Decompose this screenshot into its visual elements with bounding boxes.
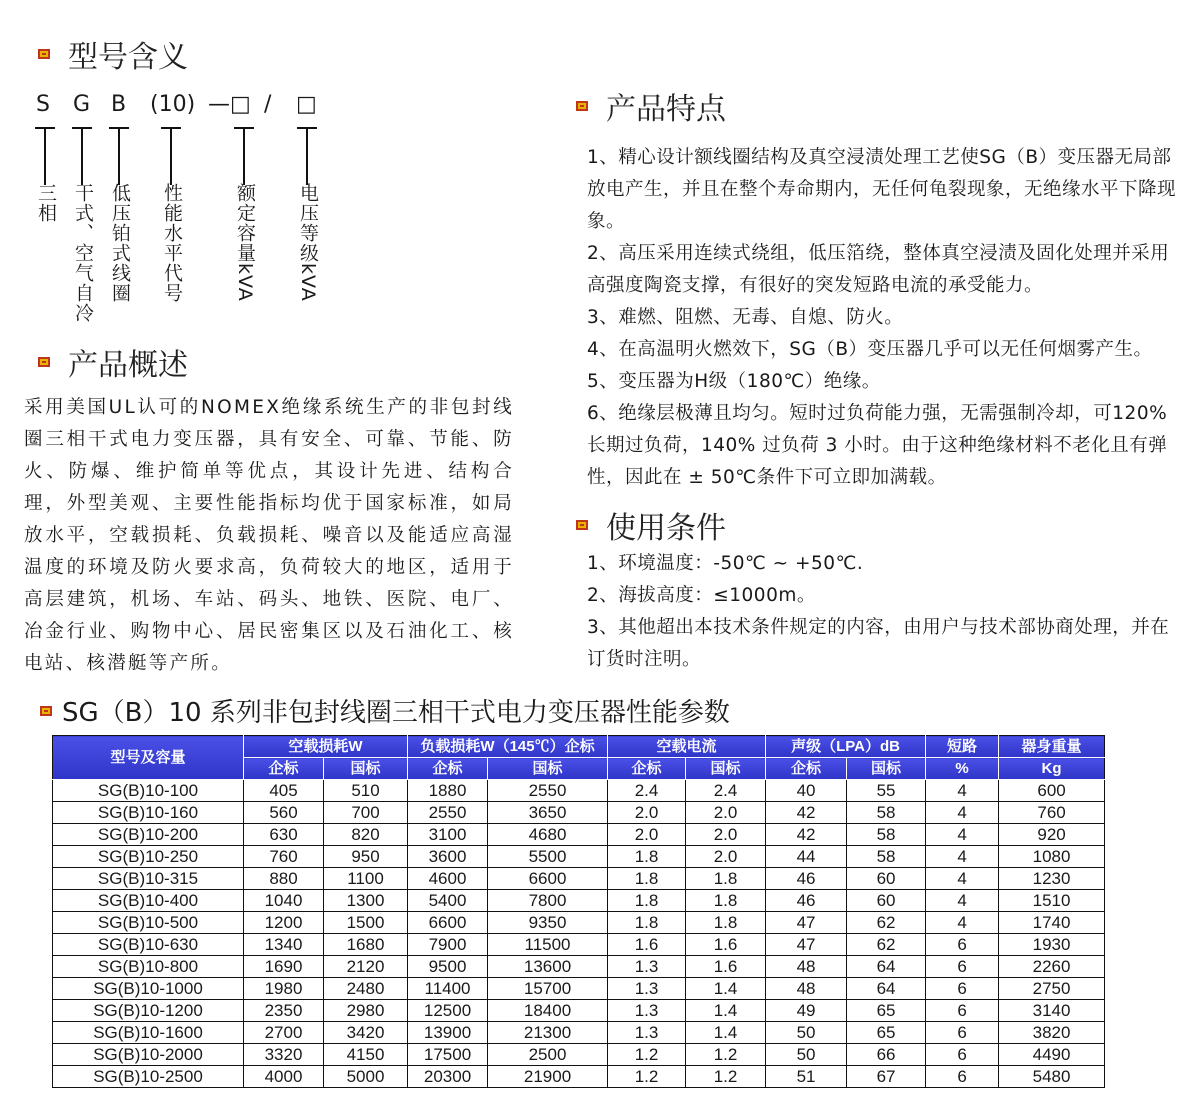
value-cell: 6 bbox=[926, 978, 999, 1000]
bullet-icon bbox=[38, 49, 50, 59]
value-cell: 2.0 bbox=[686, 824, 766, 846]
value-cell: 760 bbox=[244, 846, 324, 868]
value-cell: 920 bbox=[999, 824, 1105, 846]
table-title-text: SG（B）10 系列非包封线圈三相干式电力变压器性能参数 bbox=[62, 698, 730, 728]
table-row bbox=[53, 846, 1105, 868]
sub-header: 国标 bbox=[324, 758, 408, 780]
feature-item: 6、绝缘层极薄且均匀。短时过负荷能力强，无需强制冷却，可120% 长期过负荷，140% 过负荷 3 小时。由于这种绝缘材料不老化且有弹性，因此在 ± 50℃条件下可立即加满载。 bbox=[587, 403, 1168, 488]
model-cell: SG(B)10-500 bbox=[53, 912, 244, 934]
value-cell: 1.8 bbox=[686, 868, 766, 890]
value-cell: 4000 bbox=[244, 1066, 324, 1088]
value-cell: 1.3 bbox=[608, 956, 686, 978]
table-row bbox=[53, 934, 1105, 956]
sub-header: 国标 bbox=[488, 758, 608, 780]
value-cell: 3100 bbox=[408, 824, 488, 846]
value-cell: 65 bbox=[847, 1022, 926, 1044]
value-cell: 3140 bbox=[999, 1000, 1105, 1022]
table-row bbox=[53, 780, 1105, 802]
feature-item: 2、高压采用连续式绕组，低压箔绕，整体真空浸渍及固化处理并采用高强度陶瓷支撑，有很好的突发短路电流的承受能力。 bbox=[587, 243, 1170, 296]
value-cell: 2.0 bbox=[686, 802, 766, 824]
value-cell: 1.4 bbox=[686, 978, 766, 1000]
value-cell: 12500 bbox=[408, 1000, 488, 1022]
value-cell: 600 bbox=[999, 780, 1105, 802]
overview-paragraph: 采用美国UL认可的NOMEX绝缘系统生产的非包封线圈三相干式电力变压器，具有安全、可靠、节能、防火、防爆、维护简单等优点，其设计先进、结构合理，外型美观、主要性能指标均优于国家标准，如局放水平，空载损耗、负载损耗、噪音以及能适应高湿温度的环境及防火要求高，负荷较大的地区，适用于高层建筑，机场、车站、码头、地铁、医院、电厂、冶金行业、购物中心、居民密集区以及石油化工、核电站、核潜艇等产所。 bbox=[24, 397, 514, 674]
value-cell: 4 bbox=[926, 890, 999, 912]
value-cell: 6 bbox=[926, 1044, 999, 1066]
value-cell: 64 bbox=[847, 956, 926, 978]
header-model: 型号及容量 bbox=[53, 736, 244, 780]
value-cell: 1200 bbox=[244, 912, 324, 934]
value-cell: 1690 bbox=[244, 956, 324, 978]
value-cell: 1.2 bbox=[608, 1066, 686, 1088]
value-cell: 40 bbox=[766, 780, 847, 802]
value-cell: 4 bbox=[926, 846, 999, 868]
model-cell: SG(B)10-100 bbox=[53, 780, 244, 802]
value-cell: 13900 bbox=[408, 1022, 488, 1044]
value-cell: 17500 bbox=[408, 1044, 488, 1066]
code-label: 低压铂式线圈 bbox=[109, 183, 131, 303]
value-cell: 7800 bbox=[488, 890, 608, 912]
value-cell: 5400 bbox=[408, 890, 488, 912]
code-part: S bbox=[36, 92, 50, 117]
value-cell: 2550 bbox=[408, 802, 488, 824]
value-cell: 5500 bbox=[488, 846, 608, 868]
value-cell: 1.8 bbox=[608, 846, 686, 868]
header-no-load-current: 空载电流 bbox=[608, 736, 766, 758]
value-cell: 760 bbox=[999, 802, 1105, 824]
value-cell: 42 bbox=[766, 802, 847, 824]
bullet-icon bbox=[576, 101, 588, 111]
value-cell: 1.4 bbox=[686, 1022, 766, 1044]
value-cell: 46 bbox=[766, 868, 847, 890]
value-cell: 4490 bbox=[999, 1044, 1105, 1066]
value-cell: 2.0 bbox=[608, 824, 686, 846]
value-cell: 1230 bbox=[999, 868, 1105, 890]
value-cell: 20300 bbox=[408, 1066, 488, 1088]
sub-header: % bbox=[926, 758, 999, 780]
value-cell: 2.4 bbox=[686, 780, 766, 802]
value-cell: 3650 bbox=[488, 802, 608, 824]
value-cell: 1.2 bbox=[686, 1044, 766, 1066]
value-cell: 1500 bbox=[324, 912, 408, 934]
model-cell: SG(B)10-1600 bbox=[53, 1022, 244, 1044]
value-cell: 1.6 bbox=[686, 956, 766, 978]
value-cell: 1930 bbox=[999, 934, 1105, 956]
value-cell: 880 bbox=[244, 868, 324, 890]
code-part: / bbox=[264, 92, 272, 117]
sub-header: 企标 bbox=[408, 758, 488, 780]
value-cell: 65 bbox=[847, 1000, 926, 1022]
value-cell: 9350 bbox=[488, 912, 608, 934]
header-sound-level: 声级（LPA）dB bbox=[766, 736, 926, 758]
value-cell: 4 bbox=[926, 780, 999, 802]
value-cell: 1.8 bbox=[608, 912, 686, 934]
heading-model-meaning bbox=[38, 32, 188, 76]
bullet-icon bbox=[38, 357, 50, 367]
header-load-loss: 负载损耗W（145℃）企标 bbox=[408, 736, 608, 758]
value-cell: 3420 bbox=[324, 1022, 408, 1044]
value-cell: 46 bbox=[766, 890, 847, 912]
condition-item: 2、海拔高度：≤1000m。 bbox=[587, 585, 816, 606]
value-cell: 2700 bbox=[244, 1022, 324, 1044]
value-cell: 1.2 bbox=[686, 1066, 766, 1088]
value-cell: 9500 bbox=[408, 956, 488, 978]
heading-text: 产品概述 bbox=[68, 348, 188, 383]
value-cell: 58 bbox=[847, 802, 926, 824]
code-label: 额定容量kVA bbox=[234, 183, 256, 302]
value-cell: 11400 bbox=[408, 978, 488, 1000]
value-cell: 62 bbox=[847, 912, 926, 934]
table-row bbox=[53, 1022, 1105, 1044]
value-cell: 3320 bbox=[244, 1044, 324, 1066]
value-cell: 64 bbox=[847, 978, 926, 1000]
model-cell: SG(B)10-800 bbox=[53, 956, 244, 978]
value-cell: 2480 bbox=[324, 978, 408, 1000]
value-cell: 1.3 bbox=[608, 1022, 686, 1044]
value-cell: 1.8 bbox=[608, 868, 686, 890]
value-cell: 3600 bbox=[408, 846, 488, 868]
value-cell: 6 bbox=[926, 1022, 999, 1044]
value-cell: 1.3 bbox=[608, 1000, 686, 1022]
value-cell: 6 bbox=[926, 1066, 999, 1088]
value-cell: 1.8 bbox=[686, 912, 766, 934]
value-cell: 1.8 bbox=[686, 890, 766, 912]
header-no-load-loss: 空载损耗W bbox=[244, 736, 408, 758]
value-cell: 2120 bbox=[324, 956, 408, 978]
value-cell: 50 bbox=[766, 1044, 847, 1066]
value-cell: 1340 bbox=[244, 934, 324, 956]
value-cell: 5000 bbox=[324, 1066, 408, 1088]
feature-item: 5、变压器为H级（180℃）绝缘。 bbox=[587, 371, 881, 392]
value-cell: 1.6 bbox=[608, 934, 686, 956]
sub-header: 企标 bbox=[766, 758, 847, 780]
value-cell: 58 bbox=[847, 824, 926, 846]
code-part: B bbox=[111, 92, 127, 117]
value-cell: 4680 bbox=[488, 824, 608, 846]
value-cell: 7900 bbox=[408, 934, 488, 956]
value-cell: 510 bbox=[324, 780, 408, 802]
code-label: 干式、空气自冷 bbox=[72, 183, 94, 323]
feature-item: 4、在高温明火燃效下，SG（B）变压器几乎可以无任何烟雾产生。 bbox=[587, 339, 1153, 360]
value-cell: 58 bbox=[847, 846, 926, 868]
sub-header: Kg bbox=[999, 758, 1105, 780]
heading-overview bbox=[38, 340, 188, 384]
value-cell: 1040 bbox=[244, 890, 324, 912]
value-cell: 4 bbox=[926, 824, 999, 846]
heading-conditions bbox=[576, 503, 726, 547]
value-cell: 1.8 bbox=[608, 890, 686, 912]
heading-features bbox=[576, 84, 726, 128]
value-cell: 47 bbox=[766, 912, 847, 934]
feature-item: 3、难燃、阻燃、无毒、自熄、防火。 bbox=[587, 307, 904, 328]
table-row bbox=[53, 868, 1105, 890]
model-cell: SG(B)10-315 bbox=[53, 868, 244, 890]
value-cell: 21900 bbox=[488, 1066, 608, 1088]
value-cell: 1100 bbox=[324, 868, 408, 890]
table-row bbox=[53, 1044, 1105, 1066]
conditions-list bbox=[587, 548, 1182, 676]
value-cell: 2260 bbox=[999, 956, 1105, 978]
model-cell: SG(B)10-2500 bbox=[53, 1066, 244, 1088]
value-cell: 2350 bbox=[244, 1000, 324, 1022]
model-cell: SG(B)10-2000 bbox=[53, 1044, 244, 1066]
value-cell: 1080 bbox=[999, 846, 1105, 868]
sub-header: 国标 bbox=[847, 758, 926, 780]
value-cell: 50 bbox=[766, 1022, 847, 1044]
table-title bbox=[40, 692, 730, 729]
bullet-icon bbox=[40, 706, 52, 716]
features-list bbox=[587, 142, 1182, 494]
value-cell: 2.0 bbox=[608, 802, 686, 824]
value-cell: 2980 bbox=[324, 1000, 408, 1022]
code-part: G bbox=[73, 92, 91, 117]
table-row bbox=[53, 978, 1105, 1000]
table-row bbox=[53, 1066, 1105, 1088]
model-cell: SG(B)10-200 bbox=[53, 824, 244, 846]
value-cell: 66 bbox=[847, 1044, 926, 1066]
value-cell: 15700 bbox=[488, 978, 608, 1000]
value-cell: 6 bbox=[926, 1000, 999, 1022]
value-cell: 18400 bbox=[488, 1000, 608, 1022]
value-cell: 55 bbox=[847, 780, 926, 802]
sub-header: 企标 bbox=[608, 758, 686, 780]
value-cell: 1.6 bbox=[686, 934, 766, 956]
model-cell: SG(B)10-160 bbox=[53, 802, 244, 824]
value-cell: 4600 bbox=[408, 868, 488, 890]
value-cell: 48 bbox=[766, 978, 847, 1000]
heading-text: 使用条件 bbox=[606, 511, 726, 546]
code-label: 三相 bbox=[35, 183, 57, 223]
table-row bbox=[53, 956, 1105, 978]
value-cell: 1.4 bbox=[686, 1000, 766, 1022]
value-cell: 950 bbox=[324, 846, 408, 868]
value-cell: 4 bbox=[926, 868, 999, 890]
code-part: □ bbox=[296, 92, 317, 117]
value-cell: 4 bbox=[926, 912, 999, 934]
value-cell: 560 bbox=[244, 802, 324, 824]
value-cell: 405 bbox=[244, 780, 324, 802]
value-cell: 1680 bbox=[324, 934, 408, 956]
table-row bbox=[53, 890, 1105, 912]
value-cell: 1300 bbox=[324, 890, 408, 912]
value-cell: 2.0 bbox=[686, 846, 766, 868]
value-cell: 4150 bbox=[324, 1044, 408, 1066]
value-cell: 21300 bbox=[488, 1022, 608, 1044]
value-cell: 67 bbox=[847, 1066, 926, 1088]
model-cell: SG(B)10-1200 bbox=[53, 1000, 244, 1022]
heading-text: 产品特点 bbox=[606, 92, 726, 127]
header-short-circuit: 短路 bbox=[926, 736, 999, 758]
code-part: —□ bbox=[208, 92, 251, 117]
value-cell: 13600 bbox=[488, 956, 608, 978]
value-cell: 700 bbox=[324, 802, 408, 824]
value-cell: 48 bbox=[766, 956, 847, 978]
value-cell: 1740 bbox=[999, 912, 1105, 934]
value-cell: 1.2 bbox=[608, 1044, 686, 1066]
value-cell: 2550 bbox=[488, 780, 608, 802]
model-cell: SG(B)10-250 bbox=[53, 846, 244, 868]
value-cell: 820 bbox=[324, 824, 408, 846]
spec-table bbox=[52, 735, 1105, 1088]
feature-item: 1、精心设计额线圈结构及真空浸渍处理工艺使SG（B）变压器无局部放电产生，并且在整个寿命期内，无任何龟裂现象，无绝缘水平下降现象。 bbox=[587, 147, 1177, 232]
value-cell: 5480 bbox=[999, 1066, 1105, 1088]
sub-header: 国标 bbox=[686, 758, 766, 780]
value-cell: 2.4 bbox=[608, 780, 686, 802]
heading-text: 型号含义 bbox=[68, 40, 188, 75]
model-cell: SG(B)10-400 bbox=[53, 890, 244, 912]
value-cell: 2500 bbox=[488, 1044, 608, 1066]
code-label: 电压等级kVA bbox=[297, 183, 319, 302]
table-row bbox=[53, 802, 1105, 824]
value-cell: 42 bbox=[766, 824, 847, 846]
value-cell: 1510 bbox=[999, 890, 1105, 912]
value-cell: 4 bbox=[926, 802, 999, 824]
value-cell: 3820 bbox=[999, 1022, 1105, 1044]
value-cell: 60 bbox=[847, 868, 926, 890]
value-cell: 47 bbox=[766, 934, 847, 956]
value-cell: 6 bbox=[926, 956, 999, 978]
table-row bbox=[53, 1000, 1105, 1022]
value-cell: 1980 bbox=[244, 978, 324, 1000]
header-weight: 器身重量 bbox=[999, 736, 1105, 758]
value-cell: 51 bbox=[766, 1066, 847, 1088]
condition-item: 1、环境温度：-50℃ ~ +50℃. bbox=[587, 553, 864, 574]
value-cell: 1880 bbox=[408, 780, 488, 802]
model-cell: SG(B)10-1000 bbox=[53, 978, 244, 1000]
value-cell: 630 bbox=[244, 824, 324, 846]
value-cell: 49 bbox=[766, 1000, 847, 1022]
value-cell: 6 bbox=[926, 934, 999, 956]
bullet-icon bbox=[576, 520, 588, 530]
value-cell: 6600 bbox=[488, 868, 608, 890]
model-cell: SG(B)10-630 bbox=[53, 934, 244, 956]
code-part: (10) bbox=[150, 92, 196, 117]
value-cell: 1.3 bbox=[608, 978, 686, 1000]
table-row bbox=[53, 912, 1105, 934]
condition-item: 3、其他超出本技术条件规定的内容，由用户与技术部协商处理，并在订货时注明。 bbox=[587, 617, 1170, 670]
value-cell: 60 bbox=[847, 890, 926, 912]
value-cell: 6600 bbox=[408, 912, 488, 934]
value-cell: 11500 bbox=[488, 934, 608, 956]
value-cell: 2750 bbox=[999, 978, 1105, 1000]
code-label: 性能水平代号 bbox=[161, 183, 183, 303]
sub-header: 企标 bbox=[244, 758, 324, 780]
value-cell: 62 bbox=[847, 934, 926, 956]
table-row bbox=[53, 824, 1105, 846]
value-cell: 44 bbox=[766, 846, 847, 868]
